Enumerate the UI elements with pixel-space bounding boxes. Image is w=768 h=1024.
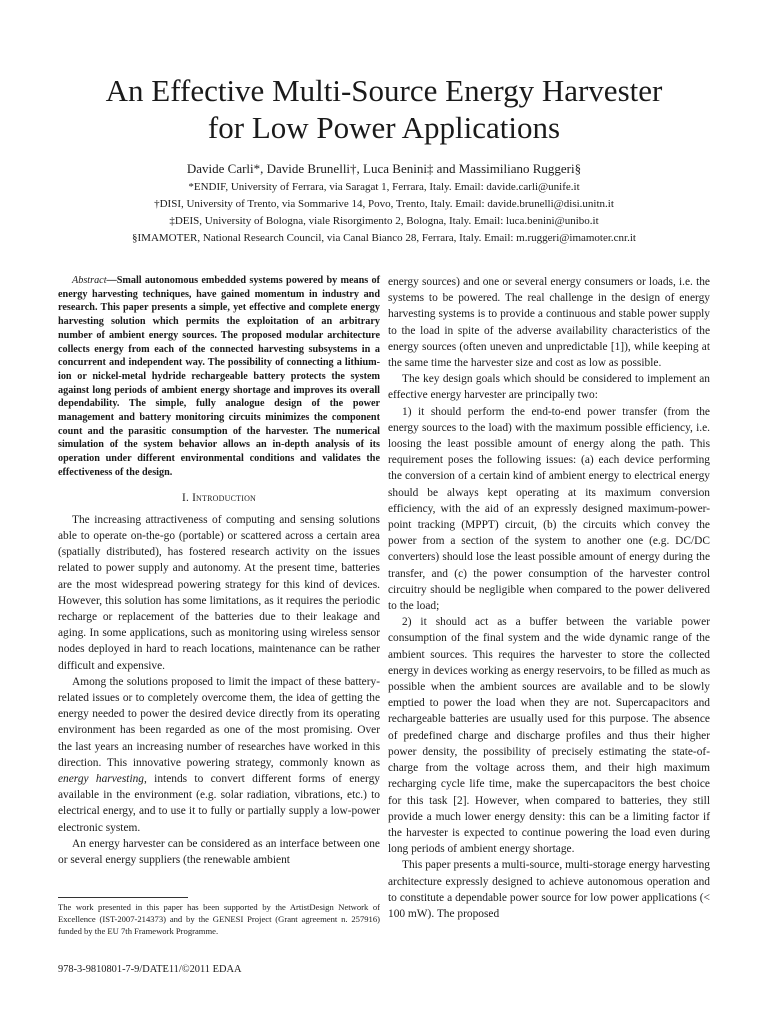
intro-paragraph-1: The increasing attractiveness of computing and sensing solutions able to operate on-the-go (portable) or scattered across a certain area (spatially distributed), has fostered research activity on the issues related to power supply and autonomy. At the present time, batteries are the most widespread powering strategy for this kind of devices. However, this solution has some limitations, as it requires the periodic recharge or replacement of the batteries due to their leakage and aging. In some applications, such as monitoring using wireless sensor nodes deployed in hard to reach locations, maintenance can be rather difficult and expensive.: [58, 513, 380, 672]
affiliation-3: ‡DEIS, University of Bologna, viale Risorgimento 2, Bologna, Italy. Email: luca.benini@unibo.it: [169, 215, 599, 227]
right-paragraph-1: energy sources) and one or several energy consumers or loads, i.e. the systems to be powered. The real challenge in the design of energy harvesting systems is to provide a continuous and stable power supply to the load in spite of the adverse availability characteristics of the energy sources (often uneven and unpredictable [1]), while keeping at the same time the harvester size and cost as low as possible.: [388, 276, 710, 370]
left-column: [58, 274, 380, 868]
footnote-rule: [58, 897, 188, 898]
title-line-2: for Low Power Applications: [207, 110, 561, 145]
energy-harvesting-term: energy harvesting: [58, 773, 144, 785]
affiliation-2: †DISI, University of Trento, via Sommarive 14, Povo, Trento, Italy. Email: davide.brunelli@disi.unitn.it: [154, 198, 614, 210]
right-column: [388, 274, 710, 922]
section-number: I.: [181, 491, 189, 504]
intro-paragraph-3: An energy harvester can be considered as an interface between one or several energy suppliers (the renewable ambient: [58, 837, 380, 867]
design-goal-1: 1) it should perform the end-to-end power transfer (from the energy sources to the load) with the maximum possible efficiency, i.e. loosing the least possible amount of energy along the path. This requirement poses the following issues: (a) each device performing the conversion of a certain kind of ambient energy to electrical energy should be always kept operating at its maximum conversion efficiency, with the aid of an expressly designed maximum-power-point tracking (MPPT) circuit, (b) the circuits which convey the power from a section of the system to another one (e.g. DC/DC converters) should lose the least possible amount of energy during the transfer, and (c) the power consumption of the harvester control circuitry should be negligible when compared to the power delivered to the load;: [388, 405, 710, 613]
affiliation-4: §IMAMOTER, National Research Council, via Canal Bianco 28, Ferrara, Italy. Email: m.ruggeri@imamoter.cnr.it: [132, 232, 636, 244]
design-goal-2: 2) it should act as a buffer between the variable power consumption of the final system and the wide dynamic range of the ambient sources. This requires the harvester to store the collected energy in devices working as energy reservoirs, to be filled as much as possible when the ambient sources are available and to be slowly emptied to power the load when they are not. Supercapacitors and rechargeable batteries are usually used for this purpose. The absence of predefined charge and discharge profiles and thus their higher power density, the possibility of precisely estimating the state-of-charge from the voltage across them, and their high maximum recharging cycle life time, make the supercapacitors the best choice for this task [2]. However, when compared to batteries, they still provide a much lower energy density: this can be a limiting factor if the harvester is expected to continue powering the load even during long periods of ambient energy shortage.: [388, 616, 710, 856]
isbn-line: 978-3-9810801-7-9/DATE11/©2011 EDAA: [58, 964, 242, 975]
paragraph-2-text: Among the solutions proposed to limit the impact of these battery-related issues or to completely overcome them, the idea of getting the energy needed to power the desired device directly from its operating environment has been regarded as one of the most promising. Over the last years an increasing number of researches have worked in this direction. This innovative powering strategy, commonly known as: [58, 675, 380, 769]
section-heading: [58, 490, 380, 506]
abstract-text: —Small autonomous embedded systems powered by means of energy harvesting techniques, have gained momentum in industry and research. This paper presents a simple, yet effective and complete energy harvesting solution which permits the exploitation of an arbitrary number of ambient energy sources. The proposed modular architecture collects energy from each of the connected harvesting subsystems in a concurrent and independent way. The possibility of connecting a lithium-ion or nickel-metal hydride rechargeable battery protects the system against long periods of ambient energy shortage and improves its overall dependability. The simple, fully analogue design of the power management and battery monitoring circuits minimizes the component count and the parasitic consumption of the harvester. The numerical simulation of the system behavior allows an in-depth analysis of its operation under different environmental conditions and validates the effectiveness of the design.: [58, 275, 380, 478]
abstract: [58, 274, 380, 480]
section-title: Introduction: [192, 491, 257, 504]
right-paragraph-3: This paper presents a multi-source, multi-storage energy harvesting architecture expressly designed to achieve autonomous operation and to constitute a dependable power source for low power applications (< 100 mW). The proposed: [388, 859, 710, 920]
author-list: Davide Carli*, Davide Brunelli†, Luca Benini‡ and Massimiliano Ruggeri§: [186, 161, 582, 176]
affiliation-1: *ENDIF, University of Ferrara, via Saragat 1, Ferrara, Italy. Email: davide.carli@unife.it: [188, 181, 580, 193]
title-line-1: An Effective Multi-Source Energy Harvester: [105, 73, 663, 108]
funding-footnote: The work presented in this paper has been supported by the ArtistDesign Network of Excellence (IST-2007-214373) and by the GENESI Project (Grant agreement n. 257916) funded by the EU 7th Framework Programme.: [58, 902, 380, 936]
paragraph-2-text-end: , intends to convert different forms of energy available in the environment (e.g. solar radiation, vibrations, etc.) to electrical energy, and to use it to fully or partially supply a low-power electronic system.: [58, 773, 380, 834]
right-paragraph-2: The key design goals which should be considered to implement an effective energy harvester are principally two:: [388, 373, 710, 402]
abstract-label: Abstract: [72, 275, 107, 286]
paper-title: [0, 72, 768, 146]
intro-paragraph-2: [58, 674, 380, 836]
